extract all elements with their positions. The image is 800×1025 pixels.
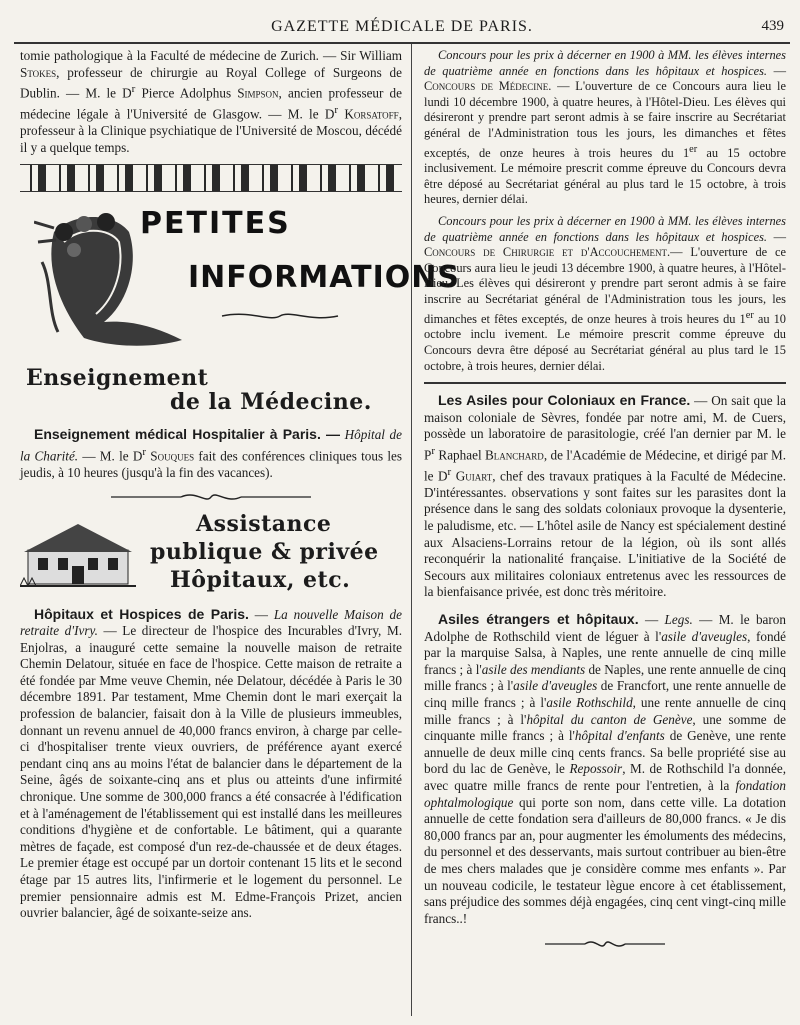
superscript: r [334, 104, 339, 117]
text-run: , une somme de cinquante mille francs ; à l' [424, 711, 786, 744]
section-label: Concours de Chirurgie et d'Accouchement. [424, 245, 671, 260]
superscript: er [689, 143, 698, 155]
page [14, 8, 790, 1018]
ornamental-band [20, 164, 402, 192]
text-run: fait des conférences cliniques tous les jeudis, à 10 heures (jusqu'à la fin des vacances). [20, 448, 402, 480]
item-title: Asiles étrangers et hôpitaux. [438, 611, 639, 628]
text-run: au 10 octobre inclu ivement. Le mémoire prescrit comme épreuve du Concours devra être déposé au Secrétariat général au plus tard le 15 octobre, à trois heures, dernier délai. [424, 311, 786, 373]
text-run: , professeur à la Clinique psychiatique de l'Université de Moscou, décédé il y a quelque temps. [20, 106, 402, 155]
institution-name: asile d'aveugles [513, 678, 598, 694]
running-head [14, 8, 790, 44]
concours-notices [424, 48, 786, 374]
superscript: r [142, 445, 147, 458]
enseignement-item [20, 426, 402, 481]
text-run: — L'ouverture de ce Concours aura lieu le jeudi 13 décembre 1900, à quatre heures, à l'Hôtel-Dieu. Les élèves qui désireront y prendre part seront admis à se faire inscrire au Secrétariat général de l'Administration tous les jours, les dimanches et fêtes exceptés, de onze heures à trois heures du 1 [424, 245, 786, 326]
hospital-building-illustration [20, 516, 136, 594]
text-run: au 15 octobre inclusivement. Le mémoire prescrit comme épreuve du Concours devra être déposé au Secrétariat général au plus tard le 15 octobre, à trois heures, dernier délai. [424, 145, 786, 207]
person-name: Korsatoff [344, 106, 399, 122]
enseignement-heading-line1: Enseignement [26, 365, 209, 392]
concours-medecine-item [424, 48, 786, 208]
item-subtitle: La nouvelle Maison de retraite d'Ivry. [20, 606, 403, 639]
institution-name: asile d'aveugles [661, 628, 748, 644]
column-rule [411, 44, 412, 1016]
end-flourish [424, 937, 786, 951]
text-run: , de l'Académie de Médecine, et dirigé par M. le D [424, 447, 786, 484]
text-run: — [767, 63, 786, 78]
superscript: r [447, 465, 452, 478]
item-lead: Concours pour les prix à décerner en 1900 à MM. les élèves internes de quatrième année en fonctions dans les hôpitaux et hospices. [424, 214, 786, 244]
institution-name: asile des mendiants [481, 661, 586, 677]
end-ornament [545, 937, 665, 951]
superscript: er [745, 309, 754, 321]
text-run: — [248, 606, 274, 622]
assistance-heading-line3: Hôpitaux, etc. [170, 566, 351, 593]
asiles-coloniaux-item [424, 392, 786, 601]
section-label: Concours de Médecine. [424, 79, 552, 94]
text-run: , ancien professeur de médecine légale à l'Université de Glasgow. — M. le D [20, 85, 402, 122]
assistance-heading-line2: publique & privée [150, 538, 379, 565]
institution-name: hôpital du canton de Genève [526, 711, 693, 727]
text-run: de Francfort, une rente annuelle de cinq mille francs ; à l' [424, 678, 786, 710]
person-name: Blanchard [485, 447, 544, 463]
item-subtitle: Legs. [664, 612, 693, 628]
journal-title: GAZETTE MÉDICALE DE PARIS. [271, 18, 533, 35]
text-run: , M. de Rothschild l'a donnée, avec quatre mille francs de rente pour l'entretien, à la [424, 761, 787, 793]
text-run: — L'ouverture de ce Concours aura lieu le lundi 10 décembre 1900, à quatre heures, à l'Hôtel-Dieu. Les élèves qui désireront y prendre part seront admis à se faire inscrire au Secrétariat général de l'Administration tous les jours, les dimanches et fêtes exceptés, de onze heures à trois heures du 1 [424, 79, 787, 160]
text-run: Pierce Adolphus [135, 85, 238, 101]
text-run: — On sait que la maison coloniale de Sèvres, fondée par notre ami, M. de Cuers, possède un laboratoire de parasitologie, créé l'an dernier par M. le P [424, 393, 786, 463]
asiles-etrangers-item [424, 611, 786, 927]
item-lead: Concours pour les prix à décerner en 1900 à MM. les élèves internes de quatrième année en fonctions dans les hôpitaux et hospices. [424, 48, 786, 78]
text-run: — [767, 229, 786, 244]
item-title: Enseignement médical Hospitalier à Paris. — [34, 426, 341, 443]
text-run: qui porte son nom, dans cette ville. La dotation annuelle de cette fondation sera d'ailleurs de 80,000 francs. « Je dis 80,000 francs par an, pour augmenter les émoluments des médecins, du personnel et des desservants, mais surtout contribuer au bien-être de mes chers malades que je considère comme mes enfants ». Par un nouveau codicile, le testateur lègue encore à cet établissement, sans préjudice des sommes déjà engagées, cinq cent vingt-cinq mille francs..! [424, 794, 786, 926]
person-name: Stokes [20, 64, 57, 80]
assistance-heading: Assistance [196, 510, 332, 537]
item-title: Hôpitaux et Hospices de Paris. [34, 605, 249, 622]
informations-heading: INFORMATIONS [188, 260, 460, 296]
superscript: r [431, 444, 436, 457]
assistance-banner [20, 512, 402, 596]
text-run: , professeur de chirurgie au Royal College of Surgeons de Dublin. — M. le D [20, 64, 402, 101]
text-run: — M. le baron Adolphe de Rothschild vient de léguer à l' [424, 612, 786, 644]
petites-informations-banner [20, 198, 460, 366]
text-run: , une rente annuelle de cinq mille francs ; à l' [424, 695, 786, 727]
page-number: 439 [761, 18, 784, 34]
institution-name: hôpital d'enfants [574, 728, 665, 744]
institution-name: asile Rothschild [546, 695, 633, 710]
obituary-paragraph [20, 48, 402, 156]
institution-name: Repossoir [569, 761, 623, 777]
text-run: tomie pathologique à la Faculté de médecine de Zurich. — Sir William [20, 48, 402, 63]
person-name: Simpson [237, 85, 279, 101]
petites-heading: PETITES [140, 206, 291, 242]
person-name: Souques [150, 448, 195, 464]
superscript: r [131, 83, 136, 96]
flourish-ornament [220, 310, 340, 322]
horizontal-rule [424, 382, 786, 384]
text-run: , fondé par la marquise Salsa, à Naples, une rente annuelle de cinq mille francs ; à l' [424, 628, 786, 677]
text-run: de Naples, une rente annuelle de cinq mille francs ; à l' [424, 661, 786, 694]
hospices-paris-item [20, 606, 402, 922]
text-run: , chef des travaux pratiques à la Faculté de Médecine. D'intéressantes. observations y sont faites sur les parasites dont la présence dans le sang des soldats coloniaux provoque la dysenterie, le paludisme, etc. — L'hôtel asile de Nancy est spécialement destiné aux Alsaciens-Lorrains retour de la légion, où ils sont allés reconquérir la nationalité française. L'initiative de la Société de Secours aux militaires coloniaux entretenus avec les ressources de la bienfaisance privée, est donc très méritoire. [424, 468, 787, 600]
right-column [424, 48, 786, 951]
text-run: — M. le D [78, 448, 143, 464]
text-run: de Genève, une rente annuelle de deux mille cinq cents francs. Sa belle propriété sise au bord du lac de Genève, le [424, 728, 786, 777]
enseignement-heading-line2: de la Médecine. [170, 389, 372, 416]
text-run: — [638, 612, 665, 628]
institution-name: fondation ophtalmologique [424, 777, 786, 810]
concours-chirurgie-item [424, 214, 786, 374]
item-subtitle: Hôpital de la Charité. [20, 427, 402, 464]
item-title: Les Asiles pour Coloniaux en France. [438, 392, 691, 409]
divider-ornament [111, 490, 311, 504]
section-divider [20, 490, 402, 504]
person-name: Guiart [455, 468, 493, 484]
item-body: — Le directeur de l'hospice des Incurables d'Ivry, M. Enjolras, a inauguré cette semaine la nouvelle maison de retraite Chemin Delatour, située en face de l'hospice. Cette maison de retraite a été fondée par Mme veuve Chemin, née Delatour, décédée à Paris le 30 décembre 1891. Par testament, Mme Chemin dont le mari exerçait la profession de balancier, faisait don à la Ville de plusieurs immeubles, donnant un revenu annuel de 40,000 francs environ, à charge par celle-ci d'hospitaliser trente vieux ouvriers, de préférence ayant exercé pendant cinq ans au moins l'état de balancier dans le département de la Seine, âgés de soixante-cinq ans et plus ou atteints d'une infirmité chronique. Une somme de 300,000 francs a été consacrée à l'édification et à l'aménagement de l'établissement qui est installé dans les meilleures conditions d'hygiène et de confortable. Le bâtiment, qui a quarante mètres de façade, est composé d'un rez-de-chaussée et de deux étages. Le premier étage est occupé par un dortoir contenant 15 lits et le second étage par 15 autres lits, l'infirmerie et le logement du personnel. Le premier pensionnaire admis est M. Edme-François Prizet, ancien ouvrier balancier, âgé de soixante-seize ans. [20, 623, 402, 921]
text-run: Raphael [435, 447, 485, 463]
